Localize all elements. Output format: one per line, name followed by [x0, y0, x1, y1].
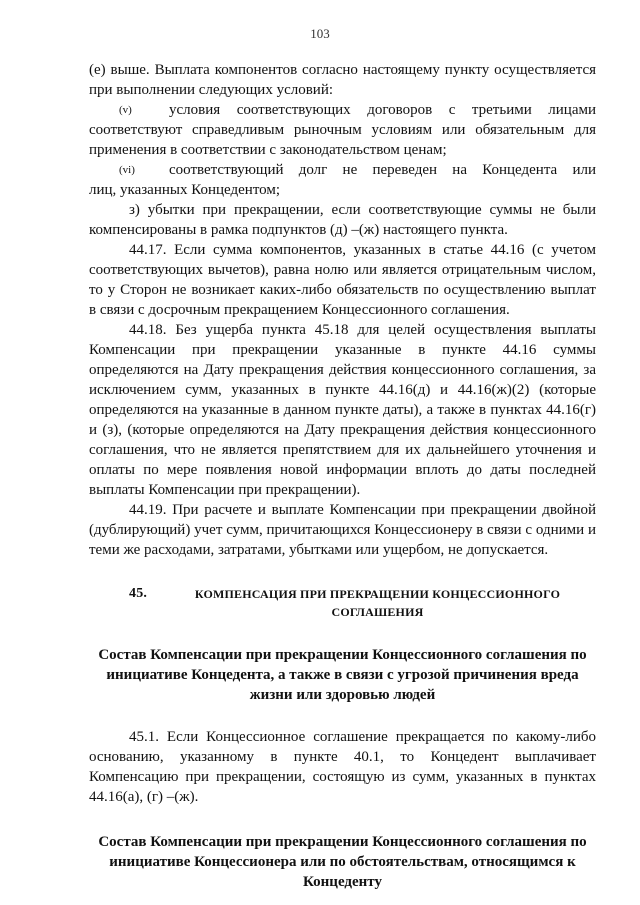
subheading-concedent-initiative: Состав Компенсации при прекращении Концессионного соглашения по инициативе Концедента, а также в связи с угрозой причинения вреда жизни или здоровью людей	[98, 647, 587, 703]
subheading-concessionaire-initiative: Состав Компенсации при прекращении Концессионного соглашения по инициативе Концессионера или по обстоятельствам, относящимся к Концеденту	[98, 834, 587, 890]
clause-45-1: 45.1. Если Концессионное соглашение прекращается по какому-либо основанию, указанному в пункте 40.1, то Концедент выплачивает Компенсацию при прекращении, состоящую из сумм, указанных в пунктах 44.16(а), (г) –(ж).	[89, 729, 596, 805]
clause-z: з) убытки при прекращении, если соответствующие суммы не были компенсированы в рамка подпунктов (д) –(ж) настоящего пункта.	[89, 202, 596, 238]
section-number: 45.	[129, 586, 148, 601]
page-number: 103	[310, 26, 330, 41]
clause-44-17: 44.17. Если сумма компонентов, указанных в статье 44.16 (с учетом соответствующих вычетов), равна нолю или является отрицательным числом, то у Сторон не возникает каких-либо обязательств по осуществлению выплат в связи с досрочным прекращением Концессионного соглашения.	[89, 242, 596, 318]
paragraph-continuation: (е) выше. Выплата компонентов согласно настоящему пункту осуществляется при выполнении следующих условий:	[89, 62, 596, 98]
list-marker: (v)	[119, 104, 132, 116]
list-item-continuation: соответствуют справедливым рыночным условиям или обязательным для применения в соответствии с законодательством ценам;	[89, 122, 596, 158]
clause-44-19: 44.19. При расчете и выплате Компенсации при прекращении двойной (дублирующий) учет сумм, причитающихся Концессионеру в связи с одними и теми же расходами, затратами, убытками или ущербом, не допускается.	[89, 502, 596, 558]
list-item-text: соответствующий долг не переведен на Концедента или	[169, 162, 596, 178]
clause-44-18: 44.18. Без ущерба пункта 45.18 для целей осуществления выплаты Компенсации при прекращении указанные в пункте 44.16 суммы определяются на Дату прекращения действия концессионного соглашения, за исключением сумм, указанных в пункте 44.16(д) и 44.16(ж)(2) (которые определяются на указанные в данном пункте даты), а также в пунктах 44.16(г) и (з), (которые определяются на Дату прекращения действия концессионного соглашения, что не является препятствием для их дальнейшего уточнения и оплаты по мере появления новой информации вплоть до даты последней выплаты Компенсации при прекращении).	[89, 322, 596, 498]
list-item-vi	[89, 160, 596, 180]
list-item-text: условия соответствующих договоров с третьими лицами	[169, 102, 596, 118]
document-body	[89, 60, 596, 892]
list-item-continuation: лиц, указанных Концедентом;	[89, 182, 281, 198]
list-marker: (vi)	[119, 164, 135, 176]
section-heading	[89, 585, 596, 621]
list-item-v	[89, 100, 596, 120]
section-title: КОМПЕНСАЦИЯ ПРИ ПРЕКРАЩЕНИИ КОНЦЕССИОННОГО СОГЛАШЕНИЯ	[194, 587, 561, 619]
